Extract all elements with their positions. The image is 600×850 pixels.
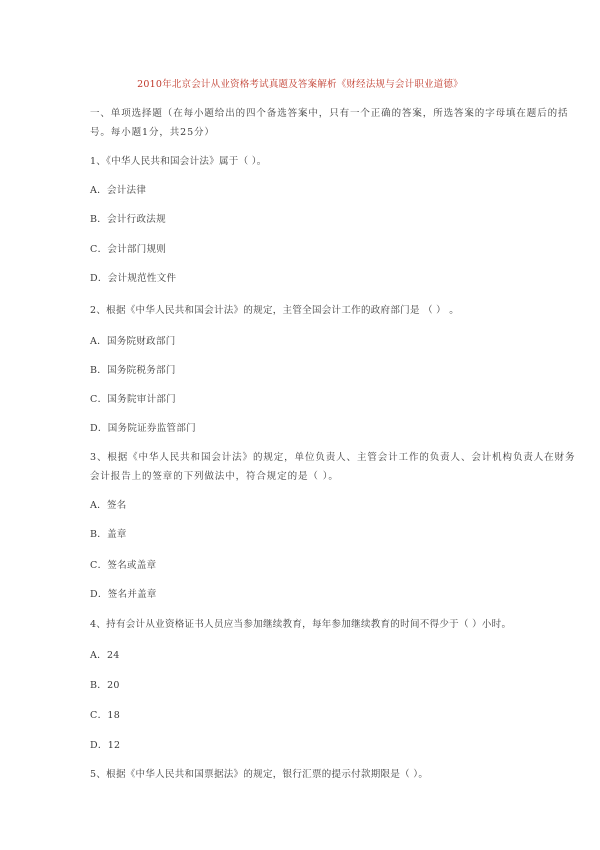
question-2-option-c: C．国务院审计部门 (90, 394, 176, 405)
question-2-option-b: B．国务院税务部门 (90, 365, 176, 376)
question-2-stem: 2、根据《中华人民共和国会计法》的规定，主管全国会计工作的政府部门是 （ ） 。 (90, 305, 460, 316)
question-3-stem-line-1: 3、根据《中华人民共和国会计法》的规定，单位负责人、主管会计工作的负责人、会计机构负责人在财务 (90, 452, 576, 463)
question-2-option-a: A．国务院财政部门 (90, 336, 176, 347)
question-4-option-c: C．18 (90, 710, 121, 721)
question-1-stem: 1、《中华人民共和国会计法》属于（ ）。 (90, 156, 267, 167)
question-4-option-d: D．12 (90, 740, 121, 751)
question-3-option-d: D．签名并盖章 (90, 589, 157, 600)
question-3-option-a: A．签名 (90, 500, 127, 511)
question-1-option-a: A．会计法律 (90, 185, 147, 196)
question-1-option-d: D．会计规范性文件 (90, 273, 177, 284)
section-heading-line-1: 一、单项选择题（在每小题给出的四个备选答案中，只有一个正确的答案，所选答案的字母填在题后的括 (90, 108, 569, 119)
question-1-option-c: C．会计部门规则 (90, 244, 167, 255)
question-2-option-d: D．国务院证券监管部门 (90, 423, 196, 434)
question-3-stem-line-2: 会计报告上的签章的下列做法中，符合规定的是（ ）。 (90, 471, 339, 482)
question-4-option-b: B．20 (90, 680, 120, 691)
question-4-option-a: A．24 (90, 650, 120, 661)
question-4-stem: 4、持有会计从业资格证书人员应当参加继续教育，每年参加继续教育的时间不得少于（ ）小时。 (90, 619, 512, 630)
document-title: 2010年北京会计从业资格考试真题及答案解析《财经法规与会计职业道德》 (137, 79, 463, 90)
question-5-stem: 5、根据《中华人民共和国票据法》的规定，银行汇票的提示付款期限是（ ）。 (90, 769, 429, 780)
section-heading-line-2: 号。每小题1分，共25分） (90, 127, 215, 138)
question-1-option-b: B．会计行政法规 (90, 214, 166, 225)
question-3-option-c: C．签名或盖章 (90, 560, 157, 571)
question-3-option-b: B．盖章 (90, 529, 127, 540)
